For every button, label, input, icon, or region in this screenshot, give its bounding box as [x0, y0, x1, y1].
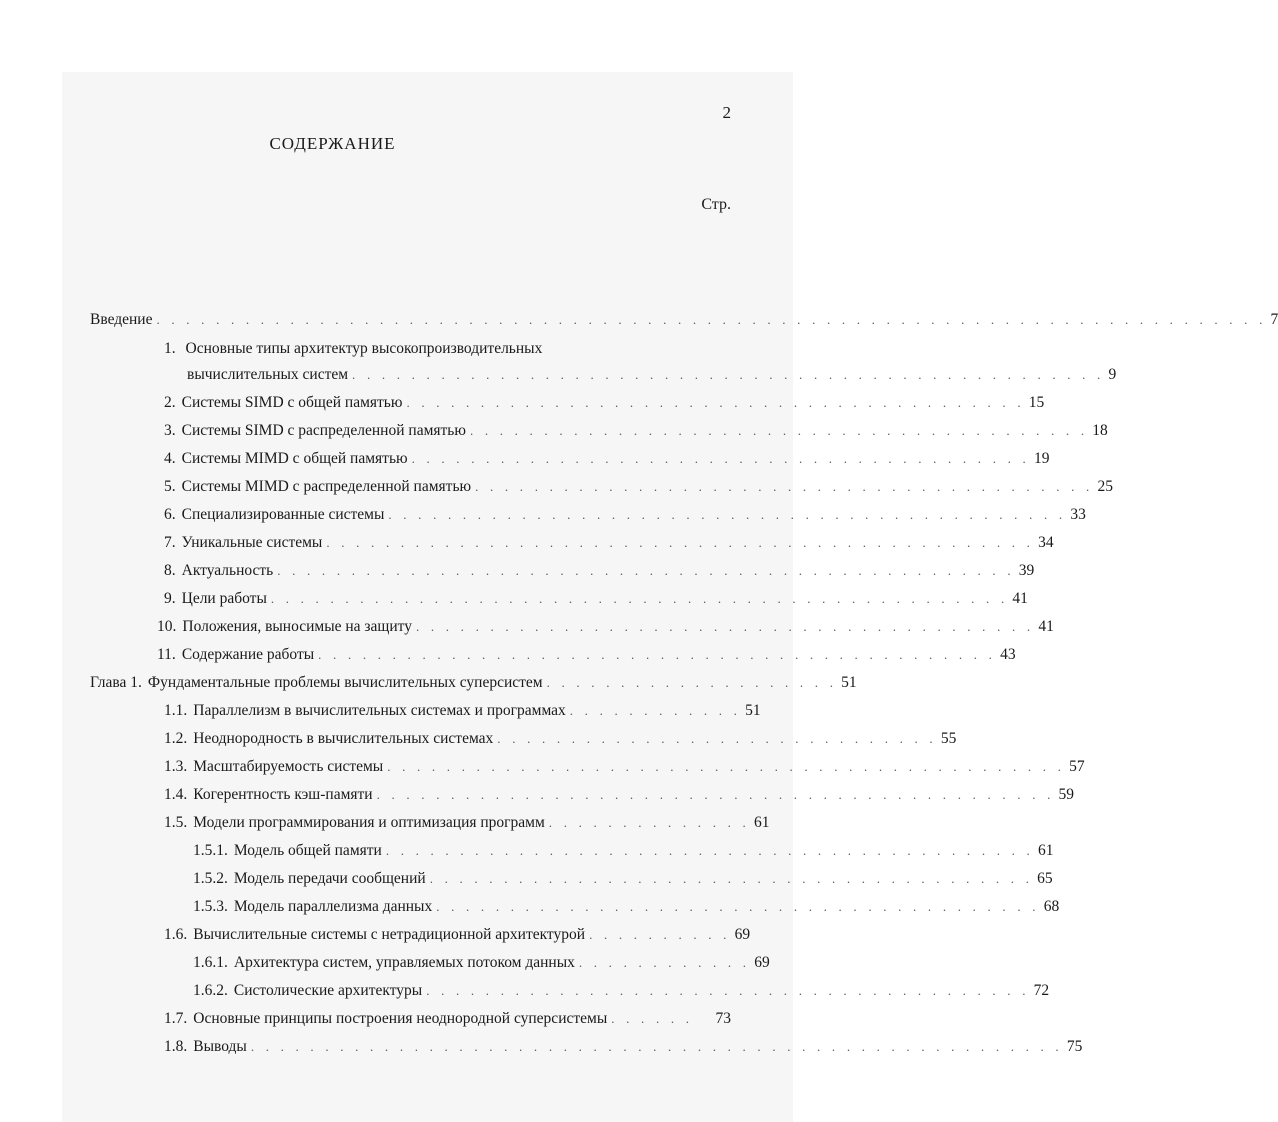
toc-entry-label: Модель общей памяти: [233, 842, 382, 859]
toc-entry-number: 10.: [157, 618, 177, 635]
leader-dots: . . . . . . . . . . . . . . . . . . . . . . . . . . . . . . . . . . . . . . . . . .: [475, 479, 1094, 494]
leader-dots: . . . . . . . . . . . .: [569, 703, 742, 718]
leader-dots: . . . . . . . . . . . . . . . . . . . . . . . . . . . . . . . . . . . . . . . . . . . . . . . .: [326, 535, 1035, 550]
leader-dots: . . . . . . . . . . . . . . . . . . . . . . . . . . . . . . . . . . . . . . . . . .: [469, 423, 1089, 438]
toc-entry-page: 33: [1070, 506, 1086, 523]
toc-entry-page: 57: [1069, 758, 1085, 775]
toc-entry-page: 25: [1097, 478, 1113, 495]
toc-entry-number: 2.: [164, 394, 176, 411]
toc-entry-label: Основные типы архитектур высокопроизводительных: [185, 340, 543, 357]
toc-entry-label: Системы SIMD с распределенной памятью: [181, 422, 466, 439]
toc-entry-label: Модели программирования и оптимизация программ: [193, 814, 545, 831]
toc-entry-page: 34: [1038, 534, 1054, 551]
toc-entry-number: 1.2.: [164, 730, 188, 747]
toc-entry-page: 61: [753, 814, 770, 831]
leader-dots: . . . . . . . . . . . . . . . . . . . . . . . . . . . . . . . . . . . . . . . . . . . . . .: [388, 507, 1067, 522]
toc-entry-page: 51: [841, 674, 857, 691]
toc-entry[interactable]: [164, 786, 1075, 808]
leader-dots: . . . . . . . . . . . . . . . . . . . . . . . . . . . . . . . . . . . . . . . . . . . . . . . . . . . . . . .: [250, 1039, 1063, 1054]
toc-entry-number: 6.: [164, 506, 176, 523]
leader-dots: . . . . . . . . . . . . . . . . . . . . . . . . . . . . . . . . . . . . . . . . . . . . . . . . . . . . . . . . . . . . . . . . . . . . . . . . . . .: [156, 312, 1267, 327]
toc-entry-label: Системы MIMD с распределенной памятью: [181, 478, 472, 495]
toc-entry-label: Системы MIMD с общей памятью: [181, 450, 408, 467]
toc-entry-label: Когерентность кэш-памяти: [193, 786, 373, 803]
toc-entry[interactable]: [164, 1038, 1083, 1060]
toc-entry[interactable]: [164, 394, 1045, 416]
toc-entry-number: 1.5.2.: [193, 870, 228, 887]
toc-entry-number: 1.7.: [164, 1010, 188, 1027]
leader-dots: . . . . . . . . . . . . . . . . . . . . . . . . . . . . . . . . . . . . . . . . .: [429, 871, 1034, 886]
toc-entry-page: 68: [1043, 898, 1060, 915]
toc-entry[interactable]: [164, 730, 957, 752]
toc-entry[interactable]: [193, 954, 770, 976]
toc-entry-page: 72: [1033, 982, 1050, 999]
toc-entry[interactable]: [164, 450, 1050, 472]
toc-entry[interactable]: [164, 534, 1054, 556]
toc-entry[interactable]: [157, 646, 1016, 668]
leader-dots: . . . . . . . . . . . . . . . . . . . . . . . . . . . . . . . . . . . . . . . . .: [426, 983, 1030, 998]
toc-entry-page: 69: [734, 926, 751, 943]
leader-dots: . . . . . . . . . . . . . . . . . . . . . . . . . . . . . .: [497, 731, 937, 746]
leader-dots: . . . . . . . . . . . . . . . . . . . . . . . . . . . . . . . . . . . . . . . . . . . . . . . . . .: [270, 591, 1009, 606]
toc-entry-label: Актуальность: [181, 562, 274, 579]
toc-entry-page: 43: [1000, 646, 1016, 663]
leader-dots: . . . . . . . . . . . . . . . . . . . . . . . . . . . . . . . . . . . . . . . . . .: [406, 395, 1025, 410]
toc-entry-page: 18: [1092, 422, 1108, 439]
toc-entry-label: Систолические архитектуры: [233, 982, 423, 999]
toc-entry-number: 1.5.3.: [193, 898, 228, 915]
toc-entry-label: Цели работы: [181, 590, 267, 607]
toc-entry-label: Неоднородность в вычислительных системах: [193, 730, 494, 747]
toc-entry[interactable]: [193, 842, 1054, 864]
leader-dots: . . . . . . . . . . . . . .: [548, 815, 750, 830]
page-title: СОДЕРЖАНИЕ: [269, 134, 396, 153]
toc-entry[interactable]: [164, 422, 1108, 444]
toc-entry-label: Вычислительные системы с нетрадиционной архитектурой: [193, 926, 586, 943]
toc-entry-number: 4.: [164, 450, 176, 467]
leader-dots: . . . . . . . . . . . . . . . . . . . . . . . . . . . . . . . . . . . . . . . . . . . .: [385, 843, 1034, 858]
leader-dots: . . . . . . . . . . . . . . . . . . . . . . . . . . . . . . . . . . . . . . . . . .: [411, 451, 1030, 466]
toc-entry-page: 69: [754, 954, 770, 971]
page-number: 2: [722, 103, 731, 122]
toc-entry-page: 19: [1033, 450, 1050, 467]
toc-entry-page: 59: [1058, 786, 1075, 803]
toc-entry-number: 1.5.: [164, 814, 188, 831]
leader-dots: . . . . . . . . . . . . . . . . . . . . . . . . . . . . . . . . . . . . . . . . . . . . . .: [387, 759, 1066, 774]
toc-entry-1-line2[interactable]: [187, 366, 1117, 388]
toc-entry-number: 1.1.: [164, 702, 188, 719]
leader-dots: . . . . . .: [611, 1011, 694, 1026]
toc-entry-page: 15: [1028, 394, 1045, 411]
toc-entry-intro[interactable]: [90, 311, 1278, 333]
toc-entry[interactable]: [157, 618, 1054, 640]
toc-entry-page: 55: [940, 730, 957, 747]
toc-entry[interactable]: [193, 898, 1060, 920]
toc-entry[interactable]: [164, 506, 1086, 528]
leader-dots: . . . . . . . . . . . . . . . . . . . . . . . . . . . . . . . . . . . . . . . . . . . . . . . . . .: [277, 563, 1015, 578]
toc-entry-number: 9.: [164, 590, 176, 607]
toc-entry-page: 51: [745, 702, 761, 719]
toc-entry-number: 1.6.1.: [193, 954, 228, 971]
toc-entry[interactable]: [193, 870, 1053, 892]
leader-dots: . . . . . . . . . . . . . . . . . . . .: [546, 675, 838, 690]
toc-entry-label: Выводы: [193, 1038, 247, 1055]
toc-entry[interactable]: [164, 1010, 731, 1032]
toc-entry-label: Специализированные системы: [181, 506, 385, 523]
toc-entry-page: 9: [1108, 366, 1117, 383]
toc-entry-label: Масштабируемость системы: [193, 758, 384, 775]
toc-entry-number: 11.: [157, 646, 176, 663]
leader-dots: . . . . . . . . . . . . . . . . . . . . . . . . . . . . . . . . . . . . . . . . . .: [415, 619, 1035, 634]
leader-dots: . . . . . . . . . . . . . . . . . . . . . . . . . . . . . . . . . . . . . . . . . . . . . .: [376, 787, 1055, 802]
toc-entry-number: 1.6.: [164, 926, 188, 943]
toc-entry-page: 41: [1012, 590, 1028, 607]
toc-entry-number: 1.5.1.: [193, 842, 228, 859]
toc-entry-page: 75: [1066, 1038, 1083, 1055]
toc-entry-label: Положения, выносимые на защиту: [182, 618, 412, 635]
toc-entry-number: 5.: [164, 478, 176, 495]
toc-chapter[interactable]: [90, 674, 857, 696]
toc-entry[interactable]: [164, 814, 770, 836]
toc-entry-page: 61: [1037, 842, 1054, 859]
toc-entry-1-line1[interactable]: [164, 340, 542, 358]
leader-dots: . . . . . . . . . .: [589, 927, 731, 942]
toc-entry[interactable]: [164, 702, 761, 724]
page-column-label: Стр.: [701, 196, 731, 213]
leader-dots: . . . . . . . . . . . . . . . . . . . . . . . . . . . . . . . . . . . . . . . . . . . . . . . . . . .: [352, 367, 1105, 382]
toc-entry-label: Модель передачи сообщений: [233, 870, 426, 887]
leader-dots: . . . . . . . . . . . . . . . . . . . . . . . . . . . . . . . . . . . . . . . . . . . . . .: [318, 647, 997, 662]
toc-entry[interactable]: [164, 758, 1085, 780]
toc-entry-number: Глава 1.: [90, 674, 142, 691]
toc-entry-number: 7.: [164, 534, 176, 551]
toc-entry[interactable]: [164, 590, 1028, 612]
toc-entry-label: Содержание работы: [181, 646, 315, 663]
toc-entry-label: Введение: [90, 311, 153, 328]
toc-entry-page: 39: [1018, 562, 1035, 579]
toc-entry-number: 1.3.: [164, 758, 188, 775]
toc-entry-label: Модель параллелизма данных: [233, 898, 433, 915]
toc-entry[interactable]: [164, 926, 751, 948]
toc-entry-label: Фундаментальные проблемы вычислительных суперсистем: [147, 674, 543, 691]
toc-entry-number: 8.: [164, 562, 176, 579]
leader-dots: . . . . . . . . . . . . . . . . . . . . . . . . . . . . . . . . . . . . . . . . .: [436, 899, 1040, 914]
toc-entry-number: 1.6.2.: [193, 982, 228, 999]
toc-entry-label: Уникальные системы: [181, 534, 323, 551]
toc-entry-label: Системы SIMD с общей памятью: [181, 394, 403, 411]
toc-entry[interactable]: [193, 982, 1050, 1004]
toc-entry-label: вычислительных систем: [187, 366, 349, 383]
toc-entry-page: 7: [1270, 311, 1278, 328]
toc-entry-page: 41: [1038, 618, 1054, 635]
toc-entry-number: 1.: [164, 340, 176, 357]
toc-entry-label: Основные принципы построения неоднородной суперсистемы: [193, 1010, 608, 1027]
toc-entry-number: 3.: [164, 422, 176, 439]
toc-entry[interactable]: [164, 562, 1035, 584]
leader-dots: . . . . . . . . . . . .: [578, 955, 751, 970]
toc-entry-label: Архитектура систем, управляемых потоком данных: [233, 954, 575, 971]
toc-entry-page: 65: [1037, 870, 1053, 887]
toc-entry-number: 1.4.: [164, 786, 188, 803]
toc-entry-number: 1.8.: [164, 1038, 188, 1055]
toc-entry-label: Параллелизм в вычислительных системах и программах: [193, 702, 566, 719]
toc-entry[interactable]: [164, 478, 1113, 500]
toc-entry-page: 73: [715, 1010, 731, 1027]
